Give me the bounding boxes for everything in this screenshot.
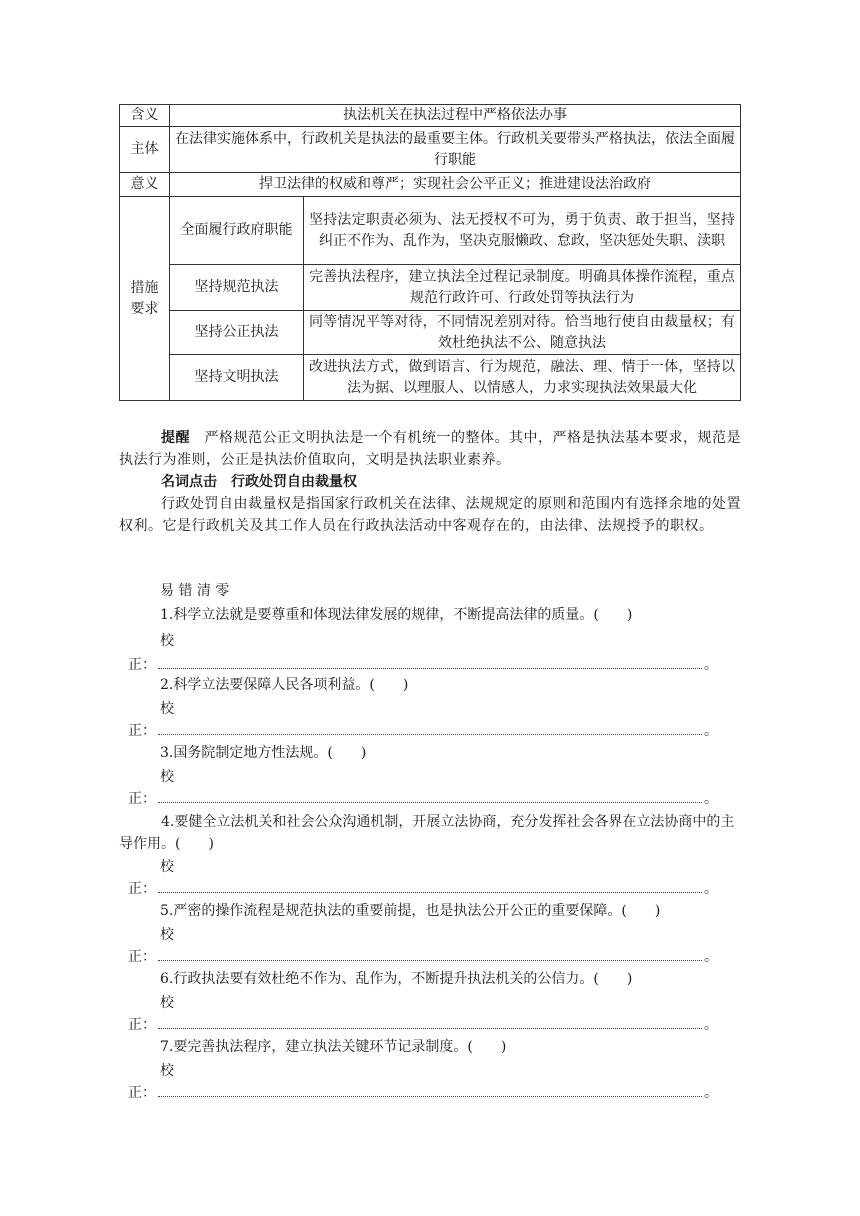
- measure-name: 坚持规范执法: [170, 265, 304, 311]
- correction-line-5[interactable]: 正： 。: [128, 949, 718, 965]
- jiao-label: 校: [160, 859, 174, 875]
- jiao-label: 校: [160, 1063, 174, 1079]
- question-3: 3.国务院制定地方性法规。( ): [160, 745, 367, 761]
- correction-line-4[interactable]: 正： 。: [128, 881, 718, 897]
- jiao-label: 校: [160, 995, 174, 1011]
- question-7: 7.要完善执法程序，建立执法关键环节记录制度。( ): [160, 1039, 507, 1055]
- correction-line-3[interactable]: 正： 。: [128, 791, 718, 807]
- question-5: 5.严密的操作流程是规范执法的重要前提，也是执法公开公正的重要保障。( ): [160, 903, 661, 919]
- question-1: 1.科学立法就是要尊重和体现法律发展的规律，不断提高法律的质量。( ): [160, 607, 633, 623]
- jiao-label: 校: [160, 701, 174, 717]
- row-text: 在法律实施体系中，行政机关是执法的最重要主体。行政机关要带头严格执法，依法全面履行职能: [170, 127, 741, 173]
- tip-paragraph: [119, 427, 741, 471]
- term-heading: 名词点击 行政处罚自由裁量权: [161, 474, 357, 490]
- row-text: 捍卫法律的权威和尊严；实现社会公平正义；推进建设法治政府: [170, 173, 741, 197]
- measure-text: 完善执法程序，建立执法全过程记录制度。明确具体操作流程，重点规范行政许可、行政处罚等执法行为: [304, 265, 741, 311]
- measure-text: 坚持法定职责必须为、法无授权不可为，勇于负责、敢于担当，坚持纠正不作为、乱作为，坚决克服懒政、怠政，坚决惩处失职、渎职: [304, 197, 741, 265]
- measure-name: 坚持文明执法: [170, 355, 304, 401]
- law-enforcement-table: [119, 104, 741, 401]
- term-text: 行政处罚自由裁量权是指国家行政机关在法律、法规规定的原则和范围内有选择余地的处置权利。它是行政机关及其工作人员在行政执法活动中客观存在的，由法律、法规授予的职权。: [119, 496, 741, 534]
- correction-line-2[interactable]: 正： 。: [128, 723, 718, 739]
- correction-line-6[interactable]: 正： 。: [128, 1017, 718, 1033]
- jiao-label: 校: [160, 927, 174, 943]
- row-label: 含义: [120, 105, 170, 127]
- measure-name: 坚持公正执法: [170, 311, 304, 355]
- row-label: 意义: [120, 173, 170, 197]
- row-text: 执法机关在执法过程中严格依法办事: [170, 105, 741, 127]
- quiz-title: 易 错 清 零: [160, 583, 230, 599]
- question-4: 4.要健全立法机关和社会公众沟通机制，开展立法协商，充分发挥社会各界在立法协商中的主导作用。( ): [119, 814, 735, 852]
- measure-text: 同等情况平等对待，不同情况差别对待。恰当地行使自由裁量权；有效杜绝执法不公、随意执法: [304, 311, 741, 355]
- correction-line-1[interactable]: 正： 。: [128, 657, 718, 673]
- term-paragraph: [119, 493, 741, 537]
- question-2: 2.科学立法要保障人民各项利益。( ): [160, 677, 409, 693]
- measure-text: 改进执法方式，做到语言、行为规范，融法、理、情于一体，坚持以法为据、以理服人、以情感人，力求实现执法效果最大化: [304, 355, 741, 401]
- jiao-label: 校: [160, 769, 174, 785]
- tip-text: 严格规范公正文明执法是一个有机统一的整体。其中，严格是执法基本要求，规范是执法行为准则，公正是执法价值取向，文明是执法职业素养。: [119, 430, 741, 468]
- measure-name: 全面履行政府职能: [170, 197, 304, 265]
- correction-line-7[interactable]: 正： 。: [128, 1085, 718, 1101]
- measures-label: 措施要求: [120, 197, 170, 401]
- jiao-label: 校: [160, 633, 174, 649]
- tip-label: 提醒: [161, 430, 190, 446]
- question-6: 6.行政执法要有效杜绝不作为、乱作为，不断提升执法机关的公信力。( ): [160, 971, 633, 987]
- row-label: 主体: [120, 127, 170, 173]
